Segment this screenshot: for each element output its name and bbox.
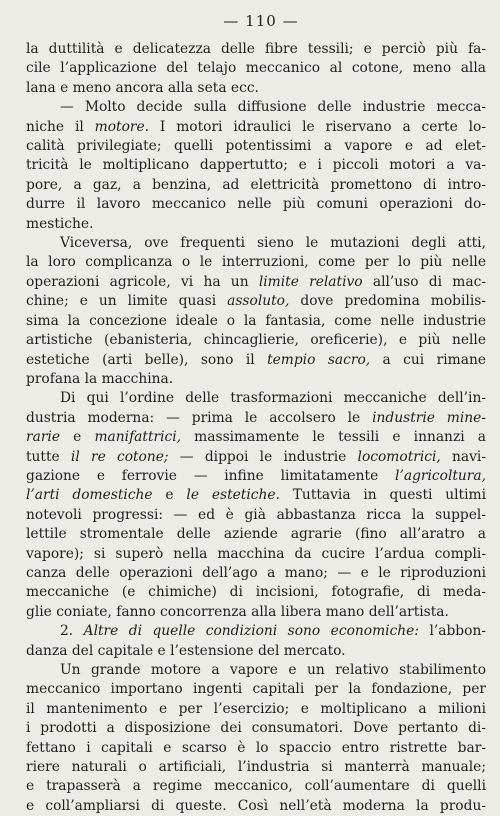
text-span: danza del capitale e l’estensione del mercato. — [26, 642, 346, 659]
text-line — [26, 622, 486, 641]
text-line — [26, 448, 486, 467]
text-line — [26, 758, 486, 777]
paragraph — [26, 234, 486, 389]
text-line — [26, 564, 486, 583]
text-span: niche il — [26, 118, 95, 135]
text-span: gazione e ferrovie — infine limitatamente — [26, 467, 396, 484]
text-span: la loro complicanza o le interruzioni, come per lo più nelle — [26, 254, 486, 271]
text-line — [26, 370, 486, 389]
text-span: riere naturali o artificiali, l’industria si manterrà manuale; — [26, 759, 486, 776]
text-span: sima la concezione ideale o la fantasia, come nelle industrie — [26, 312, 486, 329]
text-span: navi- — [440, 448, 486, 465]
text-span: — dippoi le industrie — [168, 448, 358, 465]
text-line — [26, 312, 486, 331]
text-line — [26, 428, 486, 447]
text-line — [26, 98, 486, 117]
text-span: operazioni agricole, vi ha un — [26, 273, 259, 290]
text-span: 2. — [60, 623, 84, 640]
text-span: Un grande motore a vapore e un relativo stabilimento — [60, 662, 486, 678]
text-span: estetiche (arti belle), sono il — [26, 351, 268, 368]
text-span: meccaniche (e chimiche) di incisioni, fotografie, di meda- — [26, 584, 486, 601]
text-span: e — [152, 487, 187, 504]
text-span: la duttilità e delicatezza delle fibre tessili; e perciò più fa- — [26, 41, 486, 57]
text-line — [26, 467, 486, 486]
text-line — [26, 351, 486, 370]
text-line — [26, 719, 486, 738]
text-span: massimamente le tessili e innanzi a — [181, 429, 486, 446]
text-line — [26, 525, 486, 544]
text-span: chine; e un limite quasi — [26, 293, 228, 310]
text-span: dove predomina mobilis- — [289, 293, 486, 310]
text-line — [26, 680, 486, 699]
text-span: profana la macchina. — [26, 370, 174, 387]
text-line — [26, 234, 486, 253]
italic-text: industrie mine- — [372, 409, 486, 426]
text-span: fettano i capitali e scarso è lo spaccio entro ristrette bar- — [26, 739, 486, 756]
text-line — [26, 176, 486, 195]
text-line — [26, 215, 486, 234]
text-span: Tuttavia in questi ultimi — [279, 487, 486, 504]
text-line — [26, 545, 486, 564]
text-line — [26, 137, 486, 156]
italic-text: assoluto, — [227, 293, 290, 310]
text-line — [26, 739, 486, 758]
text-line — [26, 156, 486, 175]
text-span: e trapasserà a regime meccanico, coll’aumentare di quelli — [26, 778, 486, 795]
text-span: meccanico importano ingenti capitali per la fondazione, per — [26, 681, 486, 698]
paragraph — [26, 622, 486, 661]
paragraph — [26, 40, 486, 98]
text-span: l’abbon- — [419, 623, 486, 640]
text-span: dustria moderna: — prima le accolsero le — [26, 409, 373, 426]
text-span: lettile stromentale delle aziende agrarie (fino all’aratro a — [26, 526, 486, 543]
italic-text: le estetiche. — [186, 487, 280, 504]
italic-text: motore. — [94, 118, 150, 135]
text-line — [26, 700, 486, 719]
italic-text: limite relativo — [258, 273, 363, 290]
text-line — [26, 583, 486, 602]
text-line — [26, 777, 486, 796]
text-span: calità privilegiate; quelli potentissimi a vapore e ad elet- — [26, 138, 486, 155]
text-span: — Molto decide sulla diffusione delle industrie mecca- — [60, 99, 486, 116]
text-line — [26, 195, 486, 214]
text-body — [26, 40, 486, 816]
italic-text: manifattrici, — [94, 429, 182, 446]
italic-text: rarie — [26, 429, 60, 446]
text-span: Di qui l’ordine delle trasformazioni meccaniche dell’in- — [60, 390, 486, 407]
text-line — [26, 506, 486, 525]
text-line — [26, 292, 486, 311]
italic-text: tempio sacro, — [267, 351, 371, 368]
page-number: — 110 — — [223, 12, 299, 30]
text-span: glie coniate, fanno concorrenza alla libera mano dell’artista. — [26, 603, 449, 620]
text-line — [26, 118, 486, 137]
text-span: durre il lavoro meccanico nelle più comuni operazioni do- — [26, 196, 486, 213]
text-span: e — [60, 429, 95, 446]
text-span: Viceversa, ove frequenti sieno le mutazioni degli atti, — [60, 235, 486, 252]
italic-text: l’agricoltura, — [395, 467, 486, 484]
text-line — [26, 59, 486, 78]
text-line — [26, 253, 486, 272]
text-span: lana e meno ancora alla seta ecc. — [26, 79, 259, 96]
paragraph — [26, 389, 486, 622]
text-span: a cui rimane — [370, 351, 486, 368]
text-line — [26, 40, 486, 59]
text-line — [26, 273, 486, 292]
text-span: i prodotti a disposizione dei consumatori. Dove pertanto di- — [26, 720, 486, 737]
text-span: mestiche. — [26, 215, 94, 232]
text-line — [26, 642, 486, 661]
text-span: all’uso di mac- — [362, 273, 486, 290]
text-span: cile l’applicazione del telajo meccanico al cotone, meno alla — [26, 60, 486, 77]
text-line — [26, 409, 486, 428]
italic-text: il re cotone; — [70, 448, 169, 465]
text-span: vapore); si superò nella macchina da cucire l’ardua compli- — [26, 545, 486, 562]
paragraph — [26, 661, 486, 816]
text-line — [26, 486, 486, 505]
text-span: notevoli progressi: — ed è già abbastanza ricca la suppel- — [26, 506, 486, 523]
text-span: tricità le moltiplicano dappertutto; e i piccoli motori a va- — [26, 157, 486, 174]
italic-text: Altre di quelle condizioni sono economiche: — [83, 623, 419, 640]
italic-text: l’arti domestiche — [26, 487, 153, 504]
text-line — [26, 79, 486, 98]
text-span: il mantenimento e per l’esercizio; e moltiplicano a milioni — [26, 700, 486, 717]
text-span: artistiche (ebanisteria, chincaglierie, oreficerie), e più nelle — [26, 332, 486, 349]
text-span: canza delle operazioni dell’ago a mano; — e le riproduzioni — [26, 564, 486, 581]
text-line — [26, 603, 486, 622]
text-span: I motori idraulici le riservano a certe lo- — [149, 118, 486, 135]
italic-text: locomotrici, — [357, 448, 441, 465]
text-span: pore, a gaz, a benzina, ad elettricità promettono di intro- — [26, 176, 486, 193]
text-line — [26, 331, 486, 350]
paragraph — [26, 98, 486, 234]
text-span: e coll’ampliarsi di queste. Così nell’età moderna la produ- — [26, 797, 486, 814]
text-span: tutte — [26, 448, 71, 465]
text-line — [26, 389, 486, 408]
text-line — [26, 661, 486, 680]
